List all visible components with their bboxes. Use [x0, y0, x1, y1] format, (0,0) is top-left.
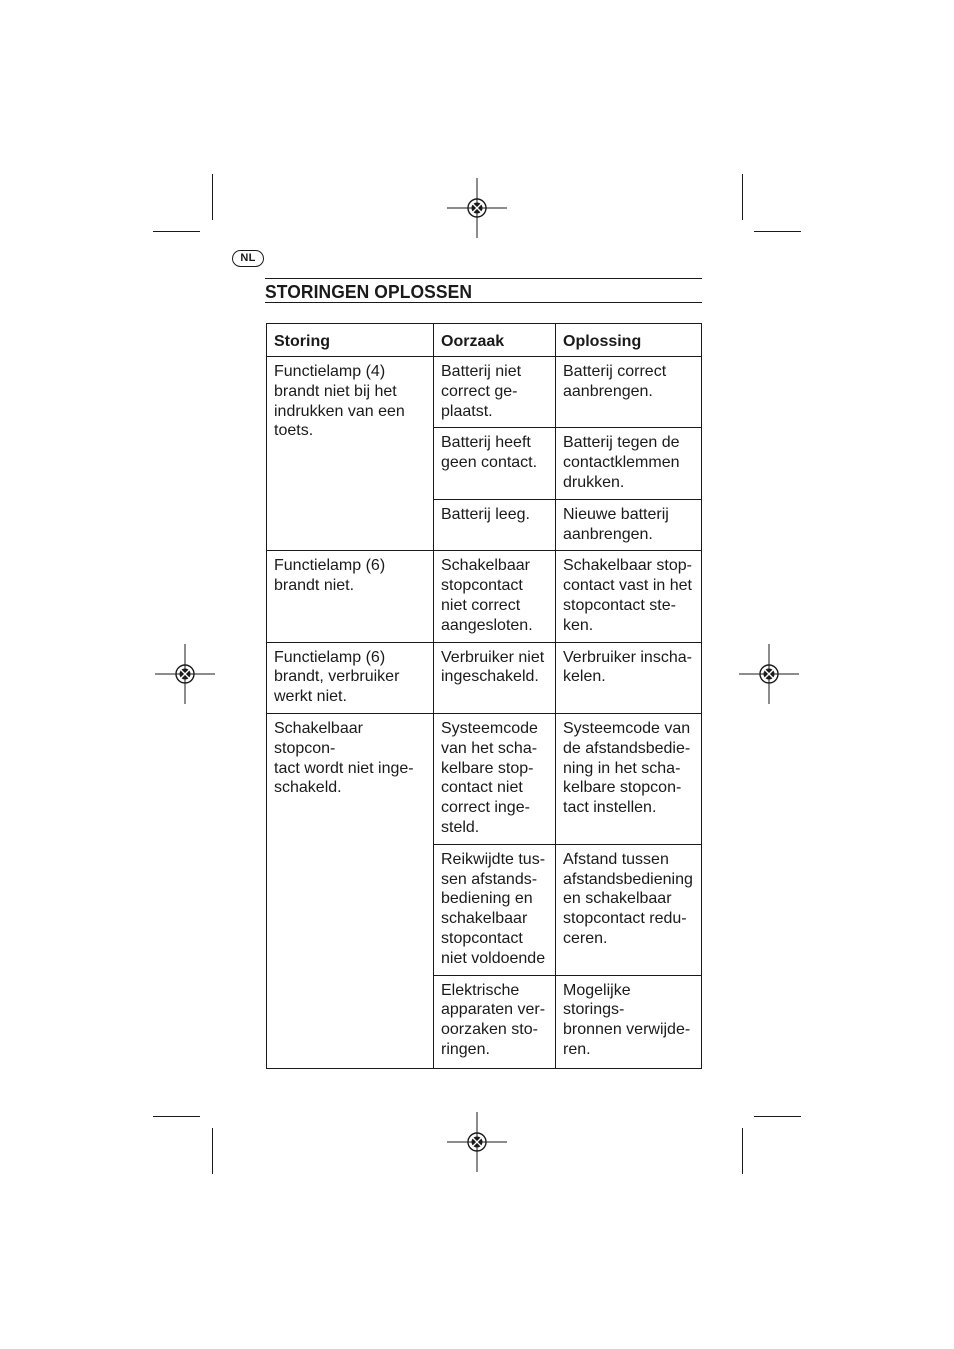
table-row [267, 713, 702, 844]
troubleshooting-table [266, 323, 702, 1069]
oplossing-cell: Batterij correct aanbrengen. [556, 357, 702, 428]
oorzaak-cell: Schakelbaar stopcontact niet correct aangesloten. [434, 551, 556, 642]
column-header-oorzaak: Oorzaak [434, 324, 556, 357]
oplossing-cell: Schakelbaar stop- contact vast in het stopcontact ste- ken. [556, 551, 702, 642]
storing-cell: Functielamp (6) brandt niet. [267, 551, 434, 642]
oplossing-cell: Mogelijke storings- bronnen verwijde- ren. [556, 975, 702, 1068]
table-row [267, 642, 702, 713]
registration-mark-top-icon [447, 178, 507, 238]
oplossing-cell: Afstand tussen afstandsbediening en schakelbaar stopcontact redu- ceren. [556, 844, 702, 975]
oplossing-cell: Systeemcode van de afstandsbedie- ning in het scha- kelbare stopcon- tact instellen. [556, 713, 702, 844]
column-header-storing: Storing [267, 324, 434, 357]
column-header-oplossing: Oplossing [556, 324, 702, 357]
section-title: STORINGEN OPLOSSEN [265, 282, 473, 302]
language-badge: NL [232, 250, 264, 267]
table-row [267, 357, 702, 428]
oorzaak-cell: Verbruiker niet ingeschakeld. [434, 642, 556, 713]
oplossing-cell: Batterij tegen de contactklemmen drukken. [556, 428, 702, 499]
oorzaak-cell: Batterij leeg. [434, 499, 556, 551]
oorzaak-cell: Elektrische apparaten ver- oorzaken sto- ringen. [434, 975, 556, 1068]
oorzaak-cell: Reikwijdte tus- sen afstands- bediening en schakelbaar stopcontact niet voldoende [434, 844, 556, 975]
registration-mark-right-icon [739, 644, 799, 704]
section-title-bar [265, 278, 702, 303]
storing-cell: Functielamp (4) brandt niet bij het indrukken van een toets. [267, 357, 434, 551]
oorzaak-cell: Systeemcode van het scha- kelbare stop- contact niet correct inge- steld. [434, 713, 556, 844]
oplossing-cell: Verbruiker inscha- kelen. [556, 642, 702, 713]
registration-mark-bottom-icon [447, 1112, 507, 1172]
registration-mark-left-icon [155, 644, 215, 704]
oorzaak-cell: Batterij niet correct ge- plaatst. [434, 357, 556, 428]
table-row [267, 551, 702, 642]
storing-cell: Schakelbaar stopcon- tact wordt niet inge- schakeld. [267, 713, 434, 1068]
oorzaak-cell: Batterij heeft geen contact. [434, 428, 556, 499]
storing-cell: Functielamp (6) brandt, verbruiker werkt niet. [267, 642, 434, 713]
oplossing-cell: Nieuwe batterij aanbrengen. [556, 499, 702, 551]
table-header-row [267, 324, 702, 357]
